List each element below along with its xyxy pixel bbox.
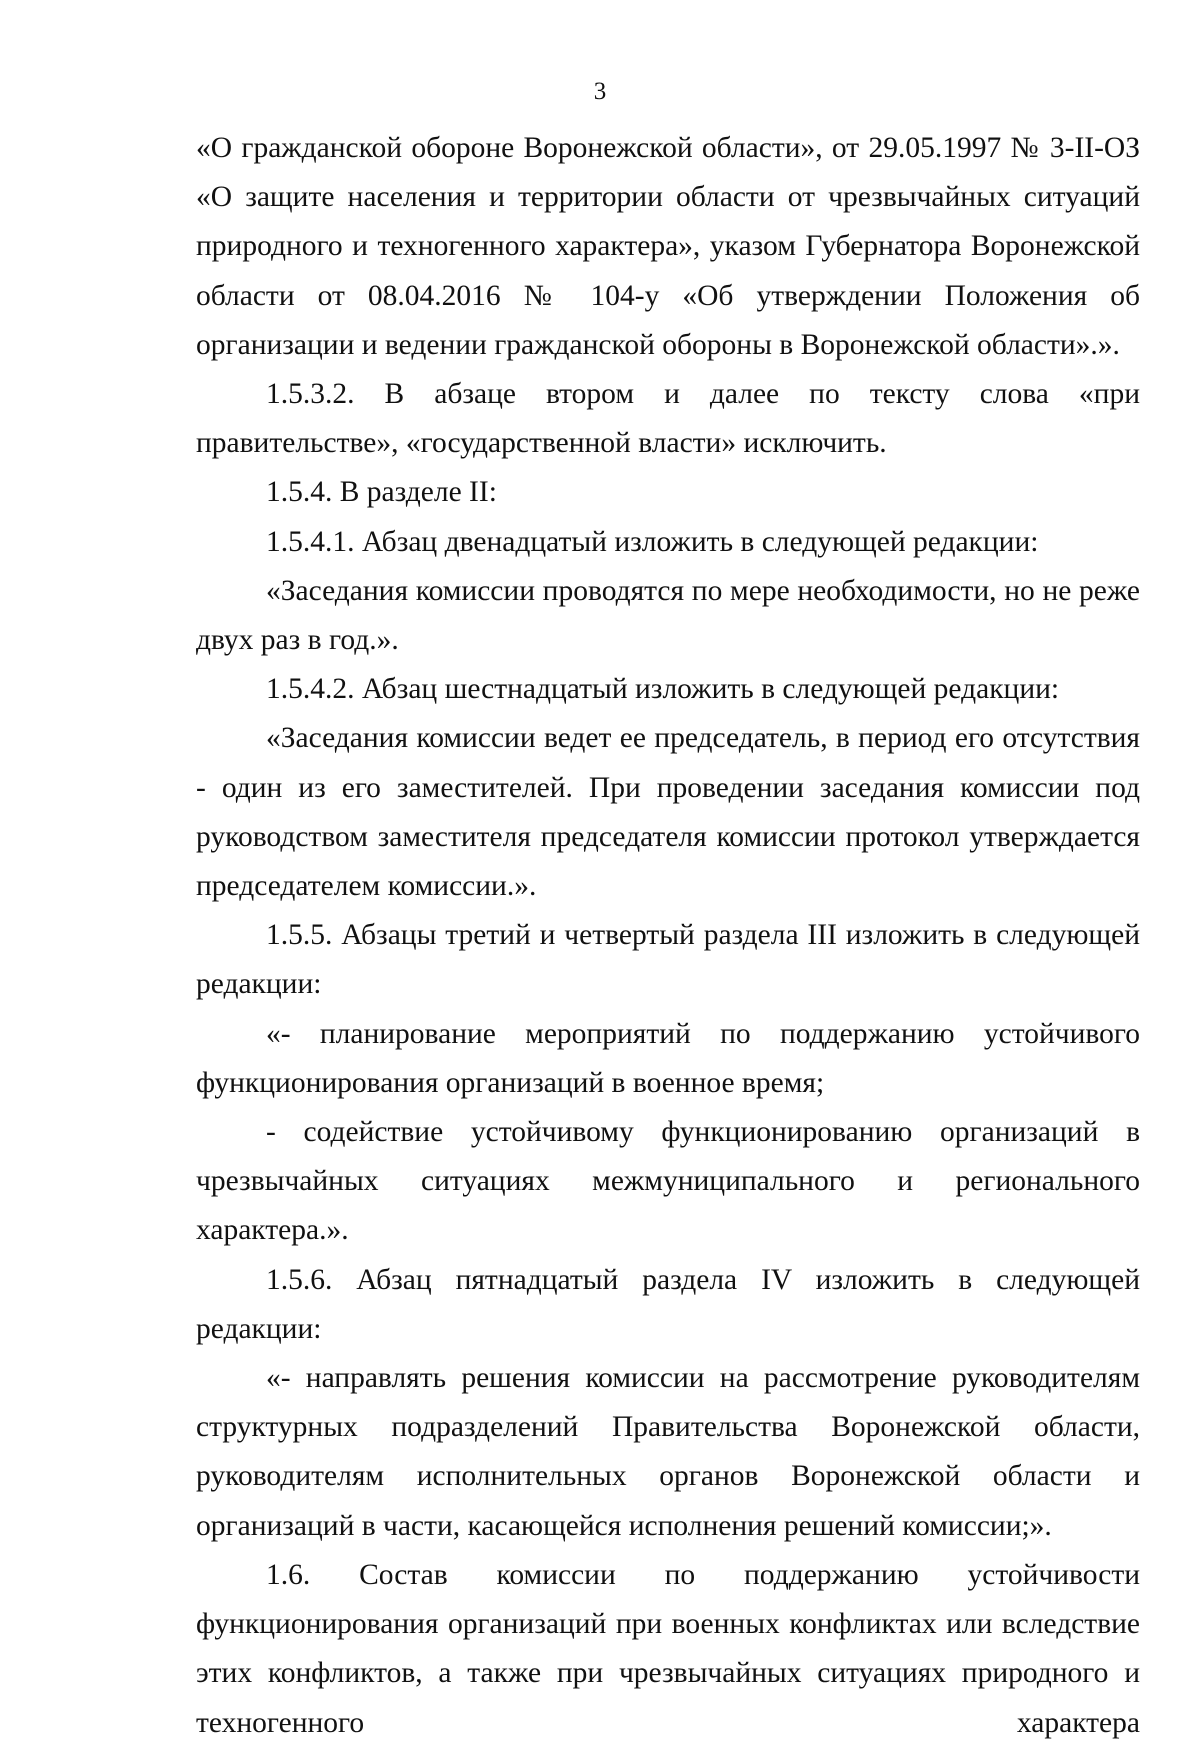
paragraph-1-5-3-2: 1.5.3.2. В абзаце втором и далее по тексту слова «при правительстве», «государственной власти» исключить. [196,378,1140,460]
paragraph-quote-planning: «- планирование мероприятий по поддержанию устойчивого функционирования организаций в военное время; [196,1017,1140,1099]
paragraph-quote-direct-decisions: «- направлять решения комиссии на рассмотрение руководителям структурных подразделений Правительства Воронежской области, руководителям исполнительных органов Воронежской области и организаций в части, касающейся исполнения решений комиссии;». [196,1362,1140,1542]
document-body [196,124,1140,1748]
paragraph-1-6: 1.6. Состав комиссии по поддержанию устойчивости функционирования организаций при военных конфликтах или вследствие этих конфликтов, а также при чрезвычайных ситуациях природного и техногенного характера [196,1558,1140,1739]
paragraph-quote-meetings-frequency: «Заседания комиссии проводятся по мере необходимости, но не реже двух раз в год.». [196,574,1140,657]
paragraph-quote-assistance: - содействие устойчивому функционированию организаций в чрезвычайных ситуациях межмуниципального и регионального характера.». [196,1116,1140,1247]
page-number: 3 [593,78,607,105]
paragraph-law-references: «О гражданской обороне Воронежской области», от 29.05.1997 № 3-II-ОЗ «О защите населения и территории области от чрезвычайных ситуаций природного и техногенного характера», указом Губернатора Воронежской области от 08.04.2016 № 104-у «Об утверждении Положения об организации и ведении гражданской обороны в Воронежской области».». [196,132,1140,361]
paragraph-1-5-4-2: 1.5.4.2. Абзац шестнадцатый изложить в следующей редакции: [266,673,1060,706]
paragraph-1-5-5: 1.5.5. Абзацы третий и четвертый раздела III изложить в следующей редакции: [196,919,1140,1001]
paragraph-1-5-4: 1.5.4. В разделе II: [266,476,497,509]
paragraph-1-5-6: 1.5.6. Абзац пятнадцатый раздела IV изложить в следующей редакции: [196,1263,1140,1345]
paragraph-quote-meetings-chair: «Заседания комиссии ведет ее председатель, в период его отсутствия - один из его заместителей. При проведении заседания комиссии под руководством заместителя председателя комиссии протокол утверждается председателем комиссии.». [196,722,1140,903]
paragraph-1-5-4-1: 1.5.4.1. Абзац двенадцатый изложить в следующей редакции: [266,525,1039,558]
